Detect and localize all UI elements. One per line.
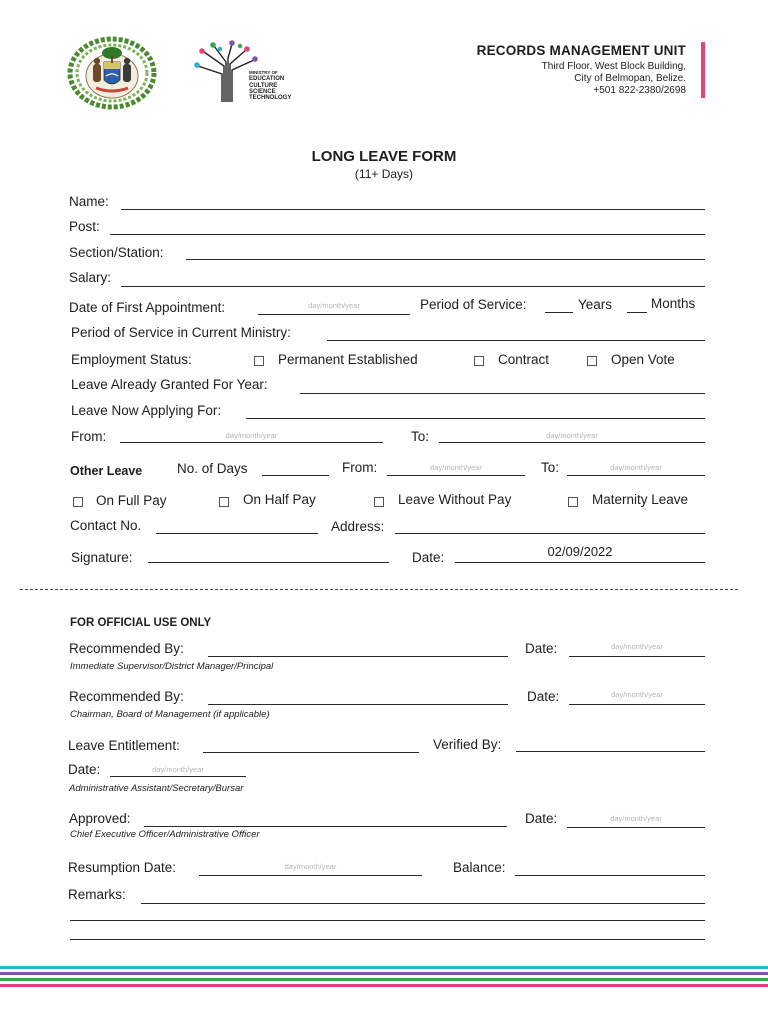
name-field[interactable] — [121, 209, 705, 210]
post-label: Post: — [69, 219, 100, 234]
ministry-line: SCIENCE — [249, 88, 276, 95]
recommended-by-field-2[interactable] — [208, 704, 508, 705]
recommended-by-label-1: Recommended By: — [69, 641, 184, 656]
approved-date-label: Date: — [525, 811, 558, 826]
permanent-option-label: Permanent Established — [278, 352, 418, 367]
address-field[interactable] — [395, 533, 705, 534]
open-vote-option-label: Open Vote — [611, 352, 675, 367]
signature-label: Signature: — [71, 550, 133, 565]
official-heading: FOR OFFICIAL USE ONLY — [70, 617, 212, 629]
maternity-checkbox[interactable] — [568, 497, 578, 507]
employment-status-label: Employment Status: — [71, 352, 192, 367]
without-pay-checkbox[interactable] — [374, 497, 384, 507]
approved-label: Approved: — [69, 811, 131, 826]
section-station-field[interactable] — [186, 259, 705, 260]
first-appointment-label: Date of First Appointment: — [69, 300, 226, 315]
first-appointment-placeholder: day/month/year — [308, 301, 360, 310]
ministry-small-label: MINISTRY OF — [249, 70, 278, 75]
recommended-date-placeholder-2: day/month/year — [611, 690, 663, 699]
admin-sub: Administrative Assistant/Secretary/Bursar — [69, 783, 244, 794]
ministry-name — [249, 70, 291, 101]
period-service-label: Period of Service: — [420, 297, 527, 312]
permanent-checkbox[interactable] — [254, 356, 264, 366]
resumption-date-placeholder: day/month/year — [284, 862, 337, 871]
resumption-date-field[interactable] — [199, 875, 422, 876]
maternity-label: Maternity Leave — [592, 492, 689, 507]
verified-by-field[interactable] — [516, 751, 705, 752]
other-leave-label: Other Leave — [70, 464, 143, 478]
admin-date-placeholder: day/month/year — [152, 765, 204, 774]
balance-label: Balance: — [453, 860, 506, 875]
leave-granted-field[interactable] — [300, 393, 705, 394]
years-label: Years — [578, 297, 613, 312]
other-from-field[interactable] — [387, 475, 525, 476]
leave-granted-label: Leave Already Granted For Year: — [71, 377, 268, 392]
half-pay-label: On Half Pay — [243, 492, 316, 507]
recommended-date-field-1[interactable] — [569, 656, 705, 657]
contract-checkbox[interactable] — [474, 356, 484, 366]
months-label: Months — [651, 296, 696, 311]
leave-applying-label: Leave Now Applying For: — [71, 403, 222, 418]
leave-entitlement-label: Leave Entitlement: — [68, 738, 180, 753]
recommended-date-placeholder-1: day/month/year — [611, 642, 663, 651]
address-line-1: Third Floor, West Block Building, — [541, 61, 686, 72]
recommended-by-label-2: Recommended By: — [69, 689, 184, 704]
verified-by-label: Verified By: — [433, 737, 502, 752]
form-subtitle: (11+ Days) — [354, 167, 414, 181]
post-field[interactable] — [110, 234, 705, 235]
from-date-field[interactable] — [120, 442, 383, 443]
contract-option-label: Contract — [498, 352, 550, 367]
open-vote-checkbox[interactable] — [587, 356, 597, 366]
signature-field[interactable] — [148, 562, 389, 563]
first-appointment-field[interactable] — [258, 314, 410, 315]
period-ministry-label: Period of Service in Current Ministry: — [71, 325, 291, 340]
without-pay-label: Leave Without Pay — [398, 492, 512, 507]
other-from-placeholder: day/month/year — [430, 463, 482, 472]
name-label: Name: — [69, 194, 109, 209]
balance-field[interactable] — [515, 875, 705, 876]
recommended-date-label-1: Date: — [525, 641, 558, 656]
half-pay-checkbox[interactable] — [219, 497, 229, 507]
remarks-label: Remarks: — [68, 887, 126, 902]
to-date-field[interactable] — [439, 442, 705, 443]
salary-label: Salary: — [69, 270, 112, 285]
no-days-field[interactable] — [262, 475, 329, 476]
other-to-placeholder: day/month/year — [610, 463, 662, 472]
no-days-label: No. of Days — [177, 461, 248, 476]
salary-field[interactable] — [121, 286, 705, 287]
approved-date-field[interactable] — [567, 827, 705, 828]
belize-coat-of-arms-icon — [66, 36, 158, 110]
recommended-sub-2: Chairman, Board of Management (if applicable) — [70, 709, 270, 720]
ministry-line: EDUCATION — [249, 76, 285, 83]
header-accent-bar — [701, 42, 705, 98]
recommended-date-field-2[interactable] — [569, 704, 705, 705]
ministry-line: TECHNOLOGY — [249, 95, 292, 102]
remarks-field-3[interactable] — [70, 939, 705, 940]
approved-sub: Chief Executive Officer/Administrative Officer — [70, 829, 260, 840]
full-pay-checkbox[interactable] — [73, 497, 83, 507]
footer-stripe-teal — [0, 966, 768, 969]
signature-date-value[interactable]: 02/09/2022 — [547, 544, 613, 559]
approved-field[interactable] — [144, 826, 507, 827]
contact-field[interactable] — [156, 533, 318, 534]
leave-entitlement-field[interactable] — [203, 752, 419, 753]
from-placeholder: day/month/year — [225, 431, 278, 440]
signature-date-label: Date: — [412, 550, 445, 565]
period-ministry-field[interactable] — [327, 340, 705, 341]
unit-title: RECORDS MANAGEMENT UNIT — [476, 43, 686, 58]
leave-applying-field[interactable] — [246, 418, 705, 419]
from-label: From: — [71, 429, 107, 444]
form-title: LONG LEAVE FORM — [311, 148, 457, 165]
years-field[interactable] — [545, 312, 573, 313]
remarks-field-1[interactable] — [141, 903, 705, 904]
resumption-date-label: Resumption Date: — [68, 860, 177, 875]
remarks-field-2[interactable] — [70, 920, 705, 921]
section-divider — [20, 589, 738, 590]
admin-date-label: Date: — [68, 762, 101, 777]
footer-stripe-pink — [0, 984, 768, 987]
footer-stripe-purple — [0, 972, 768, 975]
address-label: Address: — [331, 519, 385, 534]
recommended-sub-1: Immediate Supervisor/District Manager/Principal — [70, 661, 274, 672]
contact-label: Contact No. — [70, 518, 142, 533]
footer-stripe-green — [0, 978, 768, 981]
to-placeholder: day/month/year — [546, 431, 598, 440]
other-to-label: To: — [541, 460, 560, 475]
signature-date-field — [455, 562, 705, 563]
ministry-line: CULTURE — [249, 82, 278, 89]
address-line-3: +501 822-2380/2698 — [593, 85, 686, 96]
section-station-label: Section/Station: — [69, 245, 164, 260]
approved-date-placeholder: day/month/year — [610, 814, 662, 823]
to-label: To: — [411, 429, 430, 444]
recommended-date-label-2: Date: — [527, 689, 560, 704]
admin-date-field[interactable] — [110, 776, 246, 777]
recommended-by-field-1[interactable] — [208, 656, 508, 657]
months-field[interactable] — [627, 312, 647, 313]
other-to-field[interactable] — [567, 475, 705, 476]
address-line-2: City of Belmopan, Belize. — [574, 73, 686, 84]
full-pay-label: On Full Pay — [96, 493, 167, 508]
other-from-label: From: — [342, 460, 378, 475]
